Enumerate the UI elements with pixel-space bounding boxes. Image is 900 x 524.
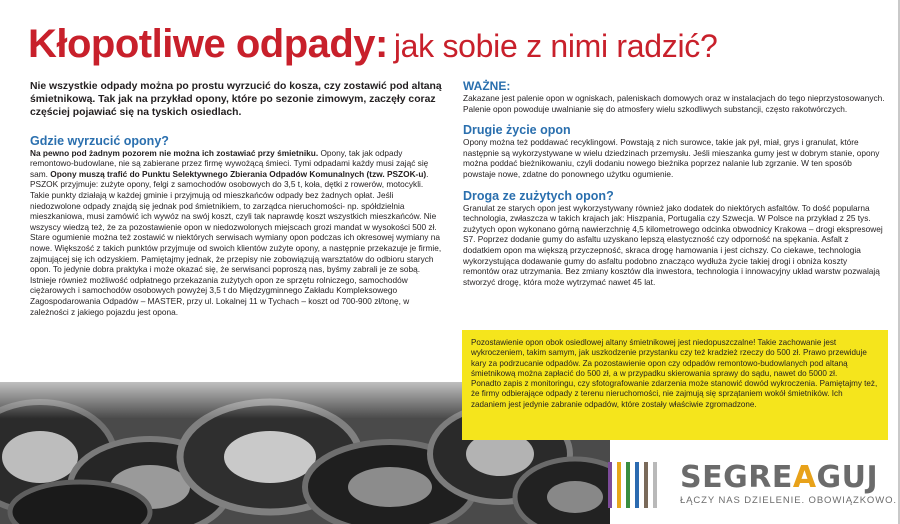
left-paragraph-4: Istnieje również możliwość odpłatnego przekazania zużytych opon ze sprzętu rolniczego, samochodów ciężarowych i samochodów osobowych powyżej 3,5 t do Międzygminnego Zakładu Kompleksowego Zagospodarowania Odpadów – MASTER, przy ul. Lokalnej 11 w Tychach – koszt od 700-900 zł/tonę, w zależności z jakiego pojazdu jest opona. <box>30 274 410 317</box>
logo-bar <box>635 462 639 508</box>
logo-tagline: ŁĄCZY NAS DZIELENIE. OBOWIĄZKOWO. <box>680 495 897 506</box>
logo-color-bars <box>608 462 670 508</box>
left-paragraph-1 <box>30 148 442 190</box>
section-heading-second-life: Drugie życie opon <box>463 123 571 138</box>
left-paragraph-3: Stare ogumienie można też zostawić w niektórych serwisach wymiany opon podczas ich okresowej wymiany na nowe. Większość z takich punktów przyjmuje od swoich klientów zużyte opony, a następnie przekazuje je firmie, zajmującej się ich odzyskiem. Pamiętajmy jednak, że przepisy nie zobowiązują warsztatów do odbioru starych opon. To jedynie dobra praktyka i może okazać się, że serwisanci poproszą nas, byśmy zabrali je ze sobą. <box>30 232 442 275</box>
segregaguj-logo <box>608 462 898 522</box>
brand-part-1: SEGRE <box>680 460 793 495</box>
road-paragraph: Granulat ze starych opon jest wykorzystywany również jako dodatek do niektórych asfaltów. To dość popularna technologia, zwłaszcza w takich krajach jak: Hiszpania, Portugalia czy Szwecja. W Polsce na przykład z 25 tys. zużytych opon wykonano górną nawierzchnię 4,5 kilometrowego odcinka obwodnicy Krakowa – drogi ekspresowej S7. Poprzez dodanie gumy do asfaltu uzyskano lepszą elastyczność czy odporność na spękania. Asfalt z dodatkiem opon ma większą przyczepność, skraca drogę hamowania i jest cichszy. Co ciekawe, technologia wykorzystująca dodawanie gumy do asfaltu podobno znacząco wydłuża życie takiej drogi i obniża koszty remontów oraz utrzymania. Bez zmiany kosztów dla inwestora, technologia i innowacyjny układ warstw pozwalają stworzyć drogę, która może wytrzymać nawet 45 lat. <box>463 202 883 287</box>
logo-bar <box>617 462 621 508</box>
warning-text: Zakazane jest palenie opon w ogniskach, paleniskach domowych oraz w instalacjach do tego nieprzystosowanych. Palenie opon powoduje uwalnianie się do atmosfery wielu szkodliwych substancji, często rakotwórczych. <box>463 93 885 114</box>
section-heading-where: Gdzie wyrzucić opony? <box>30 133 169 148</box>
yellow-notice-box <box>462 330 888 440</box>
right-column <box>463 80 885 287</box>
left-p1-bold: Na pewno pod żadnym pozorem nie można ich zostawiać przy śmietniku. <box>30 147 319 158</box>
brand-part-2: GUJ <box>816 460 879 495</box>
logo-bar <box>653 462 657 508</box>
title-sub: jak sobie z nimi radzić? <box>393 28 718 64</box>
second-life-paragraph: Opony można też poddawać recyklingowi. Powstają z nich surowce, takie jak pył, miał, grys i granulat, które następnie są wykorzystywane w wielu dziedzinach przemysłu. Jeśli mieszanka gumy jest w dobrym stanie, opony można poddać bieżnikowaniu, czyli dodaniu nowego bieżnika poprzez nalanie lub zgrzanie. W ten sposób powstaje nowe, zdatne do ponownego użytku ogumienie. <box>463 137 880 179</box>
left-p1-a: Opony, tak jak odpady remontowo-budowlane, nie są zabierane przez firmę wywożącą śmieci. Tymi odpadami każdy musi zająć się sam. <box>30 147 429 179</box>
left-column <box>30 80 442 317</box>
warning-heading: WAŻNE: <box>463 79 511 93</box>
lead-paragraph: Nie wszystkie odpady można po prostu wyrzucić do kosza, czy zostawić pod altaną śmietnikową. Tak jak na przykład opony, które po sezonie zimowym, zaczęły coraz częściej pojawiać się na tyskich osiedlach. <box>30 81 442 119</box>
logo-bar <box>644 462 648 508</box>
brand-accent-letter: A <box>792 460 817 495</box>
left-paragraph-2: Takie punkty działają w każdej gminie i przyjmują od mieszkańców odpady bez żadnych opłat. Jeśli niedozwolone odpady znajdą się jednak pod śmietnikiem, to zarządca nieruchomości- np. spółdzielnia mieszkaniowa, musi zamówić ich wywóz na swój koszt, czyli tak naprawdę koszt wszystkich mieszkańców. Nie wszyscy wiedzą też, że za pozostawienie opon w niedozwolonych miejscach grozi mandat w wysokości 500 zł. <box>30 189 437 232</box>
left-p1-b: . PSZOK przyjmuje: zużyte opony, felgi z samochodów osobowych do 3,5 t, koła, dętki z rowerów, motocykli. <box>30 168 429 190</box>
logo-bar <box>626 462 630 508</box>
logo-bar <box>608 462 612 508</box>
notice-paragraph-1: Pozostawienie opon obok osiedlowej altany śmietnikowej jest niedopuszczalne! Takie zachowanie jest wykroczeniem, takim samym, jak uszkodzenie przystanku czy też kradzież rzeczy do 500 zł. Prawo przewiduje kary za podrzucanie odpadów. Za pozostawienie opon czy odpadów remontowo-budowlanych pod altaną śmietnikową można zapłacić do 500 zł, a w przypadku skierowania sprawy do sądu, nawet do 5000 zł. <box>471 338 867 378</box>
title-main: Kłopotliwe odpady: <box>28 22 388 66</box>
page-title <box>28 24 717 64</box>
left-p1-bold2: Opony muszą trafić do Punktu Selektywnego Zbierania Odpadów Komunalnych (tzw. PSZOK-u) <box>50 168 427 179</box>
section-heading-road: Droga ze zużytych opon? <box>463 188 614 203</box>
notice-paragraph-2: Ponadto zapis z monitoringu, czy sfotografowanie zdarzenia może stanowić dowód wykroczenia. Pamiętajmy też, że firmy odbierające odpady z terenu nieruchomości, nie zajmują się sprzątaniem wokół śmietników. Ich zadaniem jest jedynie zabranie odpadów, które zostały właściwie zgromadzone. <box>471 379 878 409</box>
logo-brand-text <box>680 462 878 494</box>
